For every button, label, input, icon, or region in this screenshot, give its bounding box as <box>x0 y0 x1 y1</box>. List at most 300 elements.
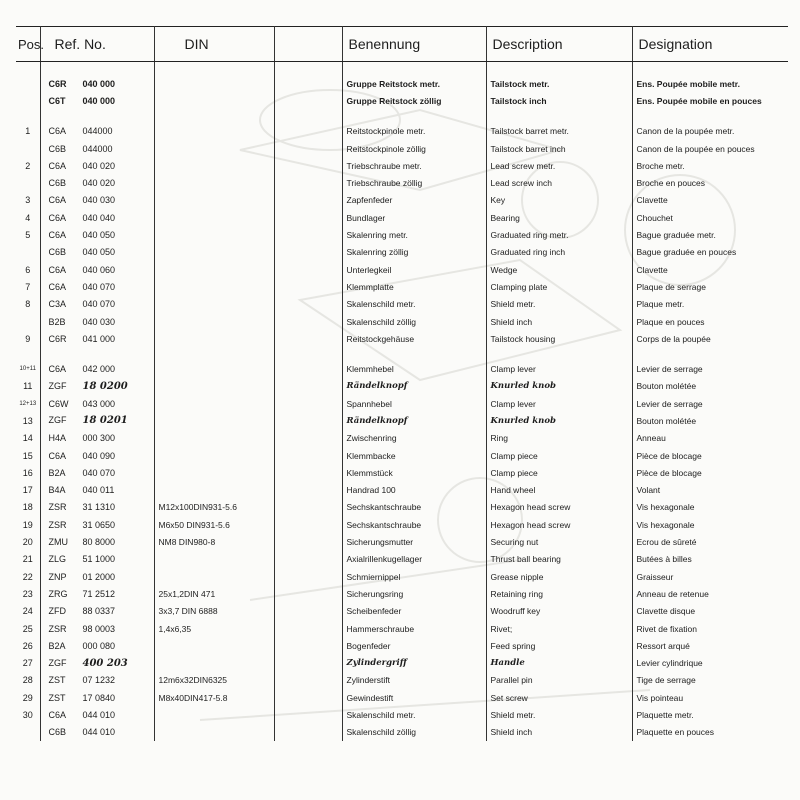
pos-cell: 19 <box>16 516 40 533</box>
ref-number: 040 070 <box>82 281 116 292</box>
pos-cell: 6 <box>16 261 40 278</box>
pos-cell: 20 <box>16 533 40 550</box>
blank-cell <box>274 551 342 568</box>
pos-cell <box>16 174 40 191</box>
benennung-cell: Gruppe Reitstock metr. <box>342 75 486 92</box>
blank-cell <box>274 360 342 377</box>
ref-number: 043 000 <box>82 398 116 409</box>
designation-cell: Volant <box>636 485 661 496</box>
din-cell <box>154 482 274 499</box>
designation-cell: Bague graduée metr. <box>636 230 716 241</box>
din-cell <box>154 226 274 243</box>
pos-cell <box>16 62 40 76</box>
benennung-cell: Sechskantschraube <box>342 516 486 533</box>
header-din: DIN <box>154 27 274 62</box>
pos-cell: 10+11 <box>16 360 40 377</box>
ref-prefix: ZFD <box>48 606 66 617</box>
ref-prefix: C6A <box>48 195 67 206</box>
ref-number: 040 030 <box>82 195 116 206</box>
table-row <box>16 724 788 741</box>
ref-no-cell <box>40 637 154 654</box>
designation-cell: Ecrou de sûreté <box>636 537 697 548</box>
ref-number: 040 050 <box>82 230 116 241</box>
parts-table <box>16 26 788 741</box>
din-cell <box>154 724 274 741</box>
pos-cell: 14 <box>16 430 40 447</box>
description-cell: Clamp piece <box>486 464 632 481</box>
designation-cell: Anneau de retenue <box>636 588 709 599</box>
ref-no-cell <box>40 62 154 76</box>
ref-prefix: C6A <box>48 230 67 241</box>
pos-cell: 26 <box>16 637 40 654</box>
pos-cell: 29 <box>16 689 40 706</box>
ref-no-cell <box>40 464 154 481</box>
ref-number: 040 070 <box>82 299 116 310</box>
din-cell: M6x50 DIN931-5.6 <box>154 516 274 533</box>
table-row <box>16 516 788 533</box>
header-blank <box>274 27 342 62</box>
ref-prefix: C6B <box>48 178 67 189</box>
blank-cell <box>274 447 342 464</box>
benennung-cell: Zylinderstift <box>342 672 486 689</box>
ref-number: 07 1232 <box>82 675 116 686</box>
ref-prefix: C6B <box>48 727 67 738</box>
header-description: Description <box>486 27 632 62</box>
ref-no-cell <box>40 226 154 243</box>
benennung-cell: Unterlegkeil <box>342 261 486 278</box>
ref-prefix: ZGF <box>48 415 67 426</box>
ref-prefix: ZSR <box>48 623 67 634</box>
benennung-cell: Triebschraube zöllig <box>342 174 486 191</box>
ref-no-cell <box>40 296 154 313</box>
ref-no-cell <box>40 92 154 109</box>
designation-cell: Clavette <box>636 195 668 206</box>
designation-cell: Pièce de blocage <box>636 467 702 478</box>
ref-no-cell <box>40 620 154 637</box>
ref-number: 17 0840 <box>82 692 116 703</box>
din-cell <box>154 412 274 429</box>
designation-cell: Corps de la poupée <box>636 333 711 344</box>
blank-cell <box>274 75 342 92</box>
description-cell: Shield metr. <box>486 706 632 723</box>
pos-cell: 18 <box>16 499 40 516</box>
blank-cell <box>274 261 342 278</box>
benennung-cell: Skalenschild zöllig <box>342 724 486 741</box>
ref-number: 98 0003 <box>82 623 116 634</box>
din-cell <box>154 395 274 412</box>
table-row <box>16 447 788 464</box>
blank-cell <box>274 430 342 447</box>
din-cell <box>154 62 274 76</box>
blank-cell <box>274 706 342 723</box>
din-cell <box>154 110 274 123</box>
benennung-cell: Sechskantschraube <box>342 499 486 516</box>
ref-no-cell <box>40 568 154 585</box>
din-cell <box>154 75 274 92</box>
din-cell <box>154 706 274 723</box>
table-row <box>16 296 788 313</box>
designation-cell: Ens. Poupée mobile metr. <box>636 78 740 89</box>
pos-cell <box>16 140 40 157</box>
blank-cell <box>274 672 342 689</box>
ref-no-cell <box>40 347 154 360</box>
ref-no-cell <box>40 533 154 550</box>
ref-no-cell <box>40 75 154 92</box>
ref-prefix: ZSR <box>48 519 67 530</box>
ref-prefix: ZGF <box>48 657 67 668</box>
blank-cell <box>274 568 342 585</box>
din-cell <box>154 140 274 157</box>
spacer-row <box>16 347 788 360</box>
ref-prefix: ZMU <box>48 537 68 548</box>
benennung-cell: Gewindestift <box>342 689 486 706</box>
ref-number: 040 050 <box>82 247 116 258</box>
pos-cell: 4 <box>16 209 40 226</box>
designation-cell: Vis hexagonale <box>636 502 695 513</box>
table-row <box>16 482 788 499</box>
din-cell <box>154 551 274 568</box>
table-row <box>16 412 788 429</box>
ref-number: 040 070 <box>82 467 116 478</box>
ref-no-cell <box>40 672 154 689</box>
header-benennung: Benennung <box>342 27 486 62</box>
benennung-cell: Handrad 100 <box>342 482 486 499</box>
din-cell <box>154 92 274 109</box>
benennung-cell: Spannhebel <box>342 395 486 412</box>
ref-number: 040 090 <box>82 450 116 461</box>
ref-no-cell <box>40 330 154 347</box>
ref-number: 31 1310 <box>82 502 116 513</box>
designation-cell <box>632 62 788 76</box>
benennung-cell: Zapfenfeder <box>342 192 486 209</box>
description-cell: Knurled knob <box>486 412 632 429</box>
designation-cell: Clavette disque <box>636 606 696 617</box>
ref-prefix: ZLG <box>48 554 67 565</box>
pos-cell: 15 <box>16 447 40 464</box>
ref-prefix: ZST <box>48 692 66 703</box>
designation-cell: Plaquette en pouces <box>636 727 715 738</box>
description-cell: Tailstock barret metr. <box>486 123 632 140</box>
din-cell: 3x3,7 DIN 6888 <box>154 603 274 620</box>
benennung-cell: Rändelknopf <box>342 412 486 429</box>
pos-cell: 24 <box>16 603 40 620</box>
din-cell <box>154 430 274 447</box>
ref-number: 80 8000 <box>82 537 116 548</box>
din-cell <box>154 296 274 313</box>
benennung-cell: Hammerschraube <box>342 620 486 637</box>
ref-no-cell <box>40 603 154 620</box>
blank-cell <box>274 637 342 654</box>
designation-cell: Vis pointeau <box>636 692 684 703</box>
table-row <box>16 395 788 412</box>
blank-cell <box>274 378 342 395</box>
ref-no-cell <box>40 482 154 499</box>
description-cell: Shield inch <box>486 724 632 741</box>
designation-cell: Vis hexagonale <box>636 519 695 530</box>
benennung-cell: Klemmbacke <box>342 447 486 464</box>
ref-no-cell <box>40 655 154 672</box>
ref-number: 044000 <box>82 126 113 137</box>
ref-number: 01 2000 <box>82 571 116 582</box>
ref-prefix: C6R <box>48 78 67 89</box>
table-row <box>16 672 788 689</box>
blank-cell <box>274 330 342 347</box>
table-row <box>16 551 788 568</box>
description-cell: Hexagon head screw <box>486 516 632 533</box>
ref-prefix: B2B <box>48 316 66 327</box>
pos-cell: 23 <box>16 585 40 602</box>
designation-cell: Butées à billes <box>636 554 692 565</box>
ref-number: 88 0337 <box>82 606 116 617</box>
table-row <box>16 360 788 377</box>
pos-cell: 9 <box>16 330 40 347</box>
din-cell <box>154 157 274 174</box>
pos-cell: 1 <box>16 123 40 140</box>
ref-prefix: C6A <box>48 450 67 461</box>
ref-no-cell <box>40 689 154 706</box>
pos-cell <box>16 92 40 109</box>
blank-cell <box>274 689 342 706</box>
benennung-cell <box>342 110 486 123</box>
blank-cell <box>274 482 342 499</box>
ref-prefix: C6T <box>48 95 66 106</box>
ref-prefix: C6A <box>48 126 67 137</box>
pos-cell <box>16 110 40 123</box>
ref-no-cell <box>40 585 154 602</box>
din-cell <box>154 568 274 585</box>
benennung-cell: Zwischenring <box>342 430 486 447</box>
description-cell: Graduated ring metr. <box>486 226 632 243</box>
pos-cell <box>16 724 40 741</box>
description-cell <box>486 62 632 76</box>
benennung-cell: Skalenschild metr. <box>342 706 486 723</box>
din-cell: 25x1,2DIN 471 <box>154 585 274 602</box>
ref-prefix: C6A <box>48 212 67 223</box>
designation-cell: Levier de serrage <box>636 398 703 409</box>
benennung-cell: Sicherungsring <box>342 585 486 602</box>
benennung-cell: Gruppe Reitstock zöllig <box>342 92 486 109</box>
din-cell <box>154 447 274 464</box>
description-cell <box>486 347 632 360</box>
pos-cell: 12+13 <box>16 395 40 412</box>
description-cell: Key <box>486 192 632 209</box>
benennung-cell <box>342 347 486 360</box>
blank-cell <box>274 603 342 620</box>
ref-no-cell <box>40 360 154 377</box>
din-cell: M8x40DIN417-5.8 <box>154 689 274 706</box>
pos-cell: 22 <box>16 568 40 585</box>
din-cell <box>154 330 274 347</box>
pos-cell: 25 <box>16 620 40 637</box>
blank-cell <box>274 62 342 76</box>
pos-cell: 27 <box>16 655 40 672</box>
blank-cell <box>274 157 342 174</box>
ref-prefix: ZSR <box>48 502 67 513</box>
designation-cell: Graisseur <box>636 571 674 582</box>
ref-prefix: B4A <box>48 485 66 496</box>
table-row <box>16 226 788 243</box>
din-cell <box>154 123 274 140</box>
table-row <box>16 330 788 347</box>
parts-list-sheet <box>16 26 788 741</box>
ref-no-cell <box>40 174 154 191</box>
ref-prefix: C6A <box>48 160 67 171</box>
designation-cell: Canon de la poupée en pouces <box>636 143 755 154</box>
ref-no-cell <box>40 244 154 261</box>
description-cell: Shield inch <box>486 313 632 330</box>
benennung-cell: Skalenschild zöllig <box>342 313 486 330</box>
ref-no-cell <box>40 157 154 174</box>
ref-prefix: C6B <box>48 247 67 258</box>
blank-cell <box>274 296 342 313</box>
table-row <box>16 637 788 654</box>
table-row <box>16 157 788 174</box>
ref-prefix: H4A <box>48 433 67 444</box>
ref-number: 000 300 <box>82 433 116 444</box>
pos-cell: 11 <box>16 378 40 395</box>
table-row <box>16 568 788 585</box>
ref-no-cell <box>40 278 154 295</box>
table-row <box>16 603 788 620</box>
ref-number: 040 011 <box>82 485 115 496</box>
table-row <box>16 689 788 706</box>
table-row <box>16 92 788 109</box>
pos-cell <box>16 244 40 261</box>
pos-cell: 16 <box>16 464 40 481</box>
pos-cell: 30 <box>16 706 40 723</box>
ref-number: 18 0201 <box>82 415 128 427</box>
spacer-row <box>16 110 788 123</box>
pos-cell: 28 <box>16 672 40 689</box>
din-cell <box>154 313 274 330</box>
description-cell: Tailstock inch <box>486 92 632 109</box>
ref-number: 042 000 <box>82 364 116 375</box>
benennung-cell: Reitstockpinole zöllig <box>342 140 486 157</box>
header-pos: Pos. <box>16 27 40 62</box>
table-row <box>16 313 788 330</box>
pos-cell: 13 <box>16 412 40 429</box>
designation-cell: Ressort arqué <box>636 640 690 651</box>
description-cell: Clamp piece <box>486 447 632 464</box>
din-cell <box>154 464 274 481</box>
benennung-cell: Bogenfeder <box>342 637 486 654</box>
table-row <box>16 261 788 278</box>
description-cell: Thrust ball bearing <box>486 551 632 568</box>
ref-number: 040 020 <box>82 160 116 171</box>
ref-number: 000 080 <box>82 640 116 651</box>
designation-cell: Clavette <box>636 264 668 275</box>
ref-prefix: ZNP <box>48 571 67 582</box>
description-cell: Tailstock barret inch <box>486 140 632 157</box>
pos-cell: 21 <box>16 551 40 568</box>
blank-cell <box>274 192 342 209</box>
designation-cell: Broche en pouces <box>636 178 706 189</box>
ref-prefix: B2A <box>48 640 66 651</box>
description-cell: Parallel pin <box>486 672 632 689</box>
designation-cell: Anneau <box>636 433 666 444</box>
ref-number: 044 010 <box>82 727 116 738</box>
ref-no-cell <box>40 313 154 330</box>
ref-no-cell <box>40 499 154 516</box>
header-ref-no: Ref. No. <box>40 27 154 62</box>
description-cell: Tailstock metr. <box>486 75 632 92</box>
description-cell: Securing nut <box>486 533 632 550</box>
table-row <box>16 209 788 226</box>
blank-cell <box>274 464 342 481</box>
designation-cell: Ens. Poupée mobile en pouces <box>636 95 762 106</box>
designation-cell <box>632 110 788 123</box>
ref-no-cell <box>40 140 154 157</box>
benennung-cell: Reitstockpinole metr. <box>342 123 486 140</box>
designation-cell: Levier de serrage <box>636 364 703 375</box>
din-cell: 1,4x6,35 <box>154 620 274 637</box>
pos-cell: 5 <box>16 226 40 243</box>
blank-cell <box>274 278 342 295</box>
ref-prefix: C3A <box>48 299 67 310</box>
ref-number: 400 203 <box>82 657 128 669</box>
table-row <box>16 278 788 295</box>
designation-cell <box>632 347 788 360</box>
description-cell <box>486 110 632 123</box>
designation-cell: Plaque metr. <box>636 299 685 310</box>
ref-prefix: ZGF <box>48 380 67 391</box>
ref-prefix: C6R <box>48 333 67 344</box>
blank-cell <box>274 110 342 123</box>
table-row <box>16 464 788 481</box>
blank-cell <box>274 395 342 412</box>
ref-number: 71 2512 <box>82 588 116 599</box>
benennung-cell: Rändelknopf <box>342 378 486 395</box>
din-cell <box>154 655 274 672</box>
ref-number: 040 030 <box>82 316 116 327</box>
benennung-cell: Zylindergriff <box>342 655 486 672</box>
benennung-cell: Axialrillenkugellager <box>342 551 486 568</box>
header-row <box>16 27 788 62</box>
din-cell <box>154 278 274 295</box>
blank-cell <box>274 724 342 741</box>
description-cell: Hand wheel <box>486 482 632 499</box>
table-row <box>16 655 788 672</box>
description-cell: Graduated ring inch <box>486 244 632 261</box>
table-row <box>16 533 788 550</box>
ref-number: 18 0200 <box>82 380 128 392</box>
ref-no-cell <box>40 551 154 568</box>
description-cell: Handle <box>486 655 632 672</box>
pos-cell <box>16 75 40 92</box>
designation-cell: Broche metr. <box>636 160 685 171</box>
table-row <box>16 174 788 191</box>
description-cell: Retaining ring <box>486 585 632 602</box>
benennung-cell: Klemmstück <box>342 464 486 481</box>
blank-cell <box>274 123 342 140</box>
ref-prefix: ZST <box>48 675 66 686</box>
ref-no-cell <box>40 123 154 140</box>
designation-cell: Plaque de serrage <box>636 281 706 292</box>
benennung-cell: Skalenschild metr. <box>342 296 486 313</box>
benennung-cell <box>342 62 486 76</box>
ref-number: 040 060 <box>82 264 116 275</box>
ref-number: 51 1000 <box>82 554 116 565</box>
table-row <box>16 706 788 723</box>
description-cell: Wedge <box>486 261 632 278</box>
parts-table-body <box>16 62 788 741</box>
header-designation: Designation <box>632 27 788 62</box>
benennung-cell: Klemmhebel <box>342 360 486 377</box>
ref-no-cell <box>40 378 154 395</box>
ref-number: 040 040 <box>82 212 116 223</box>
blank-cell <box>274 174 342 191</box>
description-cell: Knurled knob <box>486 378 632 395</box>
